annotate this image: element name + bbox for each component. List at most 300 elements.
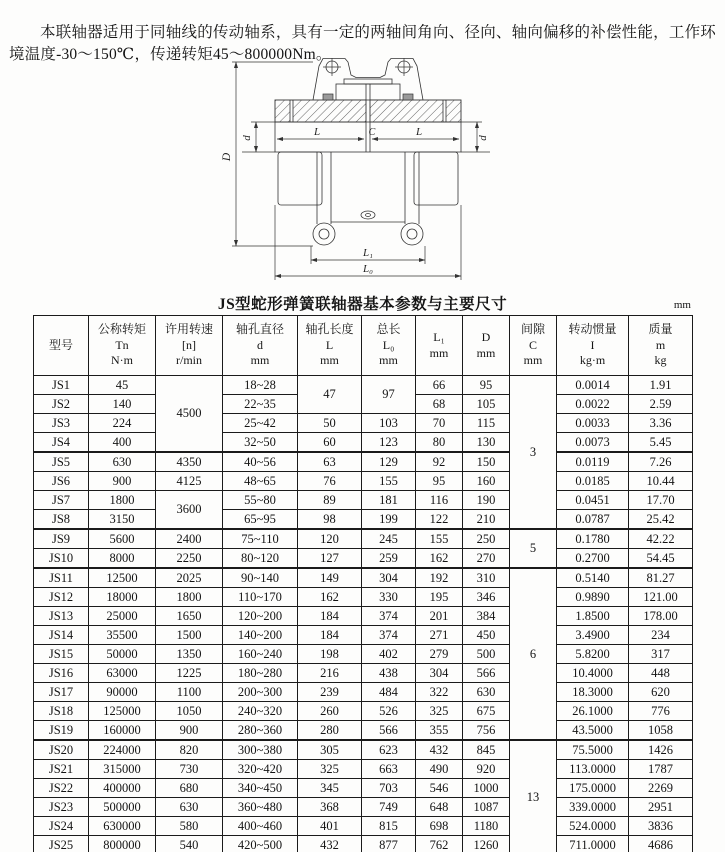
table-cell: 490: [416, 760, 463, 779]
table-cell: 239: [298, 683, 362, 702]
table-cell: 400: [89, 433, 156, 453]
bolt-left-icon: [313, 223, 335, 245]
table-row: [34, 568, 693, 588]
table-cell: 663: [362, 760, 416, 779]
table-row: [34, 683, 693, 702]
table-cell: 103: [362, 414, 416, 433]
table-cell: 162: [298, 588, 362, 607]
table-cell: 680: [156, 779, 223, 798]
table-row: [34, 702, 693, 721]
table-cell: 620: [629, 683, 693, 702]
table-cell: 1350: [156, 645, 223, 664]
table-cell: 580: [156, 817, 223, 836]
table-cell: 432: [416, 740, 463, 760]
table-cell: 1650: [156, 607, 223, 626]
table-cell: 43.5000: [557, 721, 629, 741]
table-cell: 98: [298, 510, 362, 530]
table-cell: 815: [362, 817, 416, 836]
table-cell: 0.0787: [557, 510, 629, 530]
flange-right: [370, 100, 461, 122]
table-row: [34, 529, 693, 549]
table-cell: 1426: [629, 740, 693, 760]
table-cell: 140~200: [223, 626, 298, 645]
table-cell: 630: [89, 452, 156, 472]
table-cell: 5600: [89, 529, 156, 549]
table-cell: 50: [298, 414, 362, 433]
table-cell: JS9: [34, 529, 89, 549]
table-cell: 50000: [89, 645, 156, 664]
table-cell: 630: [156, 798, 223, 817]
table-cell: 0.0033: [557, 414, 629, 433]
table-cell: 317: [629, 645, 693, 664]
cassette-seat: [336, 84, 400, 100]
table-cell: 81.27: [629, 568, 693, 588]
table-cell: 4500: [156, 376, 223, 453]
table-row: [34, 760, 693, 779]
table-cell: 115: [463, 414, 510, 433]
table-cell: 310: [463, 568, 510, 588]
table-cell: 315000: [89, 760, 156, 779]
table-cell: 438: [362, 664, 416, 683]
dim-d-right: d: [477, 135, 489, 141]
table-cell: 55~80: [223, 491, 298, 510]
table-cell: JS22: [34, 779, 89, 798]
table-cell: 330: [362, 588, 416, 607]
table-cell: 877: [362, 836, 416, 852]
table-cell: 199: [362, 510, 416, 530]
table-cell: 180~280: [223, 664, 298, 683]
table-cell: 384: [463, 607, 510, 626]
table-cell: 150: [463, 452, 510, 472]
table-row: [34, 376, 693, 395]
hub-right: [414, 152, 458, 205]
dim-d-left: d: [241, 135, 253, 141]
column-header: 许用转速 [n] r/min: [156, 316, 223, 376]
table-cell: 566: [362, 721, 416, 741]
table-cell: 271: [416, 626, 463, 645]
dim-C: C: [368, 127, 376, 138]
table-cell: 900: [156, 721, 223, 741]
table-cell: 8000: [89, 549, 156, 569]
table-cell: 325: [416, 702, 463, 721]
table-cell: JS14: [34, 626, 89, 645]
table-cell: 1.8500: [557, 607, 629, 626]
table-cell: 25000: [89, 607, 156, 626]
table-cell: 0.0014: [557, 376, 629, 395]
table-cell: 224: [89, 414, 156, 433]
gland-left: [323, 94, 333, 100]
table-row: [34, 779, 693, 798]
table-cell: JS15: [34, 645, 89, 664]
params-table: [33, 315, 693, 852]
table-title: JS型蛇形弹簧联轴器基本参数与主要尺寸: [217, 296, 508, 313]
table-cell: 66: [416, 376, 463, 395]
table-cell: 749: [362, 798, 416, 817]
table-cell: 762: [416, 836, 463, 852]
column-header: 型号: [34, 316, 89, 376]
table-row: [34, 433, 693, 453]
table-cell: 280: [298, 721, 362, 741]
table-cell: 75.5000: [557, 740, 629, 760]
table-cell: 95: [416, 472, 463, 491]
table-cell: 162: [416, 549, 463, 569]
table-row: [34, 721, 693, 741]
table-cell: 32~50: [223, 433, 298, 453]
table-cell: 400000: [89, 779, 156, 798]
table-cell: 240~320: [223, 702, 298, 721]
table-cell: 80~120: [223, 549, 298, 569]
table-cell: 25.42: [629, 510, 693, 530]
table-cell: 374: [362, 607, 416, 626]
table-row: [34, 588, 693, 607]
table-cell: 450: [463, 626, 510, 645]
table-cell: 920: [463, 760, 510, 779]
table-cell: 192: [416, 568, 463, 588]
table-cell: 304: [416, 664, 463, 683]
table-cell: 178.00: [629, 607, 693, 626]
table-cell: 698: [416, 817, 463, 836]
table-cell: 140: [89, 395, 156, 414]
table-cell: 200~300: [223, 683, 298, 702]
table-cell: 181: [362, 491, 416, 510]
table-cell: 0.0073: [557, 433, 629, 453]
table-cell: 2025: [156, 568, 223, 588]
table-cell: 7.26: [629, 452, 693, 472]
table-cell: 448: [629, 664, 693, 683]
dim-D: D: [221, 152, 233, 162]
table-cell: 198: [298, 645, 362, 664]
table-cell: 1800: [156, 588, 223, 607]
table-cell: 402: [362, 645, 416, 664]
table-cell: 3600: [156, 491, 223, 530]
header-row: [34, 316, 693, 376]
table-cell: 2250: [156, 549, 223, 569]
table-cell: 368: [298, 798, 362, 817]
table-cell: 1787: [629, 760, 693, 779]
table-cell: JS10: [34, 549, 89, 569]
table-cell: 346: [463, 588, 510, 607]
table-cell: 97: [362, 376, 416, 414]
table-cell: 374: [362, 626, 416, 645]
table-cell: 149: [298, 568, 362, 588]
table-cell: 122: [416, 510, 463, 530]
table-cell: 360~480: [223, 798, 298, 817]
table-cell: 0.0022: [557, 395, 629, 414]
table-cell: 0.9890: [557, 588, 629, 607]
table-cell: 95: [463, 376, 510, 395]
table-cell: 776: [629, 702, 693, 721]
table-cell: 500: [463, 645, 510, 664]
table-cell: 0.5140: [557, 568, 629, 588]
flange-left: [275, 100, 366, 122]
table-cell: 4686: [629, 836, 693, 852]
table-cell: 160~240: [223, 645, 298, 664]
table-cell: 420~500: [223, 836, 298, 852]
table-cell: 17.70: [629, 491, 693, 510]
table-cell: 279: [416, 645, 463, 664]
table-cell: 1100: [156, 683, 223, 702]
table-cell: 320~420: [223, 760, 298, 779]
table-cell: 1500: [156, 626, 223, 645]
table-cell: 6: [510, 568, 557, 740]
table-cell: 90~140: [223, 568, 298, 588]
table-cell: 1058: [629, 721, 693, 741]
table-cell: 1000: [463, 779, 510, 798]
table-cell: 1180: [463, 817, 510, 836]
table-cell: JS19: [34, 721, 89, 741]
table-cell: 48~65: [223, 472, 298, 491]
table-cell: 120~200: [223, 607, 298, 626]
table-cell: 116: [416, 491, 463, 510]
table-cell: 3836: [629, 817, 693, 836]
table-cell: 325: [298, 760, 362, 779]
table-row: [34, 836, 693, 852]
table-cell: 76: [298, 472, 362, 491]
table-cell: 540: [156, 836, 223, 852]
table-row: [34, 664, 693, 683]
column-header: L₁ mm: [416, 316, 463, 376]
table-cell: 25~42: [223, 414, 298, 433]
table-row: [34, 798, 693, 817]
bolt-right-icon: [401, 223, 423, 245]
table-cell: 47: [298, 376, 362, 414]
dim-L1: L₁: [363, 247, 373, 259]
table-cell: 4350: [156, 452, 223, 472]
table-cell: 800000: [89, 836, 156, 852]
table-cell: 756: [463, 721, 510, 741]
table-cell: JS21: [34, 760, 89, 779]
table-cell: 3.4900: [557, 626, 629, 645]
table-cell: 0.1780: [557, 529, 629, 549]
table-cell: 184: [298, 626, 362, 645]
table-cell: 13: [510, 740, 557, 852]
dim-L-left: L: [313, 126, 321, 138]
dim-L0: L₀: [363, 263, 373, 275]
table-cell: 0.0451: [557, 491, 629, 510]
table-cell: 5.8200: [557, 645, 629, 664]
table-cell: 123: [362, 433, 416, 453]
table-cell: JS7: [34, 491, 89, 510]
table-cell: 184: [298, 607, 362, 626]
table-cell: 0.2700: [557, 549, 629, 569]
table-cell: 845: [463, 740, 510, 760]
table-cell: 400~460: [223, 817, 298, 836]
table-cell: 2400: [156, 529, 223, 549]
column-header: 总长 L₀ mm: [362, 316, 416, 376]
table-cell: 45: [89, 376, 156, 395]
table-cell: 259: [362, 549, 416, 569]
coupling-drawing: [220, 54, 505, 288]
table-cell: 5.45: [629, 433, 693, 453]
table-row: [34, 510, 693, 530]
table-cell: 92: [416, 452, 463, 472]
table-cell: 216: [298, 664, 362, 683]
table-cell: 18~28: [223, 376, 298, 395]
table-cell: 345: [298, 779, 362, 798]
table-cell: JS8: [34, 510, 89, 530]
table-cell: 40~56: [223, 452, 298, 472]
table-cell: JS17: [34, 683, 89, 702]
table-cell: 54.45: [629, 549, 693, 569]
table-cell: 130: [463, 433, 510, 453]
table-cell: 201: [416, 607, 463, 626]
table-cell: JS12: [34, 588, 89, 607]
table-row: [34, 452, 693, 472]
table-cell: 245: [362, 529, 416, 549]
table-cell: 305: [298, 740, 362, 760]
table-cell: 1050: [156, 702, 223, 721]
table-cell: 432: [298, 836, 362, 852]
table-cell: JS5: [34, 452, 89, 472]
table-cell: 524.0000: [557, 817, 629, 836]
table-cell: 623: [362, 740, 416, 760]
table-cell: 63: [298, 452, 362, 472]
table-cell: 63000: [89, 664, 156, 683]
table-cell: 22~35: [223, 395, 298, 414]
column-header: 转动惯量 I kg·m: [557, 316, 629, 376]
table-cell: 566: [463, 664, 510, 683]
table-cell: 2269: [629, 779, 693, 798]
table-cell: 175.0000: [557, 779, 629, 798]
column-header: D mm: [463, 316, 510, 376]
table-cell: 60: [298, 433, 362, 453]
table-cell: 0.0119: [557, 452, 629, 472]
table-cell: 90000: [89, 683, 156, 702]
table-cell: 711.0000: [557, 836, 629, 852]
table-cell: JS4: [34, 433, 89, 453]
table-row: [34, 740, 693, 760]
table-cell: 42.22: [629, 529, 693, 549]
table-cell: JS1: [34, 376, 89, 395]
table-cell: 630000: [89, 817, 156, 836]
table-row: [34, 817, 693, 836]
table-cell: 160000: [89, 721, 156, 741]
table-cell: 3: [510, 376, 557, 530]
table-cell: 730: [156, 760, 223, 779]
table-cell: 10.44: [629, 472, 693, 491]
table-cell: 546: [416, 779, 463, 798]
table-cell: 70: [416, 414, 463, 433]
table-cell: 484: [362, 683, 416, 702]
table-cell: 105: [463, 395, 510, 414]
table-cell: 190: [463, 491, 510, 510]
table-cell: 120: [298, 529, 362, 549]
table-cell: 280~360: [223, 721, 298, 741]
table-cell: JS23: [34, 798, 89, 817]
table-row: [34, 414, 693, 433]
table-cell: 224000: [89, 740, 156, 760]
table-cell: 900: [89, 472, 156, 491]
table-row: [34, 645, 693, 664]
table-unit-note: mm: [673, 299, 691, 311]
dim-L-right: L: [415, 126, 423, 138]
column-header: 质量 m kg: [629, 316, 693, 376]
table-cell: 3150: [89, 510, 156, 530]
table-cell: 160: [463, 472, 510, 491]
table-cell: 113.0000: [557, 760, 629, 779]
table-cell: 339.0000: [557, 798, 629, 817]
table-cell: 630: [463, 683, 510, 702]
table-cell: 155: [362, 472, 416, 491]
table-cell: 675: [463, 702, 510, 721]
table-cell: 5: [510, 529, 557, 568]
table-cell: 35500: [89, 626, 156, 645]
table-cell: 127: [298, 549, 362, 569]
table-cell: 1087: [463, 798, 510, 817]
table-cell: 304: [362, 568, 416, 588]
table-cell: JS11: [34, 568, 89, 588]
table-cell: JS2: [34, 395, 89, 414]
table-cell: 270: [463, 549, 510, 569]
table-cell: JS18: [34, 702, 89, 721]
table-cell: JS6: [34, 472, 89, 491]
column-header: 轴孔长度 L mm: [298, 316, 362, 376]
table-cell: 500000: [89, 798, 156, 817]
table-cell: 2951: [629, 798, 693, 817]
table-cell: JS20: [34, 740, 89, 760]
table-cell: 65~95: [223, 510, 298, 530]
table-cell: 125000: [89, 702, 156, 721]
table-cell: 703: [362, 779, 416, 798]
table-cell: JS25: [34, 836, 89, 852]
table-cell: 89: [298, 491, 362, 510]
table-cell: 3.36: [629, 414, 693, 433]
table-cell: 26.1000: [557, 702, 629, 721]
table-cell: 1800: [89, 491, 156, 510]
table-cell: 648: [416, 798, 463, 817]
hub-left: [278, 152, 322, 205]
table-body: [34, 376, 693, 852]
table-cell: 18000: [89, 588, 156, 607]
column-header: 轴孔直径 d mm: [223, 316, 298, 376]
table-cell: 4125: [156, 472, 223, 491]
table-cell: 0.0185: [557, 472, 629, 491]
table-cell: 12500: [89, 568, 156, 588]
table-cell: 322: [416, 683, 463, 702]
table-cell: 340~450: [223, 779, 298, 798]
table-cell: JS3: [34, 414, 89, 433]
table-cell: 1260: [463, 836, 510, 852]
table-cell: 234: [629, 626, 693, 645]
table-cell: JS16: [34, 664, 89, 683]
table-cell: 1.91: [629, 376, 693, 395]
table-cell: 155: [416, 529, 463, 549]
table-cell: 75~110: [223, 529, 298, 549]
table-cell: 2.59: [629, 395, 693, 414]
table-cell: 195: [416, 588, 463, 607]
intro-paragraph: 本联轴器适用于同轴线的传动轴系，具有一定的两轴间角向、径向、轴向偏移的补偿性能，工作环境温度-30～150℃，传递转矩45～800000Nm。: [9, 23, 716, 63]
table-cell: 18.3000: [557, 683, 629, 702]
grease-nipple-icon: [361, 211, 375, 219]
coupling-diagram: [220, 54, 505, 288]
table-cell: 68: [416, 395, 463, 414]
table-cell: 526: [362, 702, 416, 721]
table-row: [34, 607, 693, 626]
table-cell: 260: [298, 702, 362, 721]
gland-right: [403, 94, 413, 100]
column-header: 间隙 C mm: [510, 316, 557, 376]
table-cell: 401: [298, 817, 362, 836]
table-cell: JS24: [34, 817, 89, 836]
table-cell: 129: [362, 452, 416, 472]
table-cell: 300~380: [223, 740, 298, 760]
table-cell: 10.4000: [557, 664, 629, 683]
table-row: [34, 491, 693, 510]
table-row: [34, 472, 693, 491]
table-cell: 210: [463, 510, 510, 530]
table-row: [34, 549, 693, 569]
table-cell: 250: [463, 529, 510, 549]
